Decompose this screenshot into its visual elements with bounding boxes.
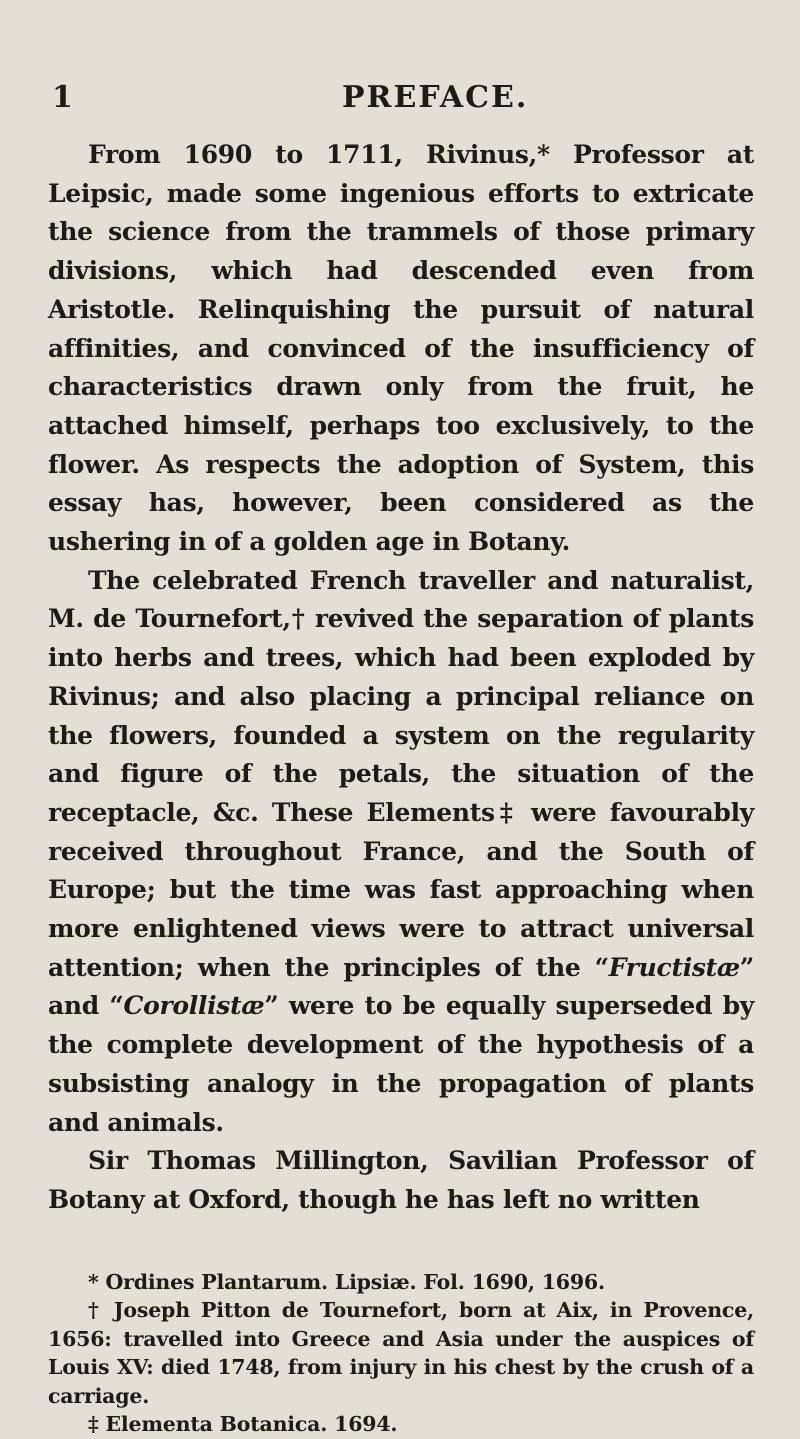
- paragraph-tournefort-text-1: The celebrated French traveller and naturalist, M. de Tournefort,† revived the separation of plants into herbs and trees, which had been exploded by Rivinus; and also placing a principal reliance on the flowers, founded a system on the regularity and figure of the petals, the situation of the receptacle, &c. These Elements‡ were favourably received throughout France, and the South of Europe; but the time was fast approaching when more enlightened views were to attract universal attention; when the principles of the “: [48, 565, 754, 982]
- footnote-ordines: * Ordines Plantarum. Lipsiæ. Fol. 1690, 1696.: [88, 1269, 605, 1294]
- term-fructistae: Fructistæ: [608, 952, 740, 982]
- paragraph-millington: Sir Thomas Millington, Savilian Professor of Botany at Oxford, though he has left no written: [48, 1146, 754, 1214]
- footnote-elementa: ‡ Elementa Botanica. 1694.: [88, 1412, 398, 1437]
- paragraph-tournefort: [48, 562, 754, 1143]
- page-number: 1: [52, 80, 73, 115]
- book-page: [48, 76, 754, 1439]
- footnotes: [48, 1268, 754, 1439]
- footnote-tournefort: † Joseph Pitton de Tournefort, born at Aix, in Provence, 1656: travelled into Greece and Asia under the auspices of Louis XV: died 1748, from injury in his chest by the crush of a carriage.: [48, 1298, 754, 1408]
- paragraph-rivinus: From 1690 to 1711, Rivinus,* Professor at Leipsic, made some ingenious efforts to extricate the science from the trammels of those primary divisions, which had descended even from Aristotle. Relinquishing the pursuit of natural affinities, and convinced of the insufficiency of characteristics drawn only from the fruit, he attached himself, perhaps too exclusively, to the flower. As respects the adoption of System, this essay has, however, been considered as the ushering in of a golden age in Botany.: [48, 140, 754, 557]
- paragraph-tournefort-text-3: ” were to be equally superseded by the complete development of the hypothesis of a subsisting analogy in the propagation of plants and animals.: [48, 991, 754, 1137]
- running-title: PREFACE.: [342, 80, 529, 115]
- term-corollistae: Corollistæ: [123, 991, 265, 1021]
- body-text: [48, 136, 754, 1220]
- paragraph-tournefort-text-2: ” and “: [48, 952, 754, 1021]
- page-header: [48, 76, 754, 126]
